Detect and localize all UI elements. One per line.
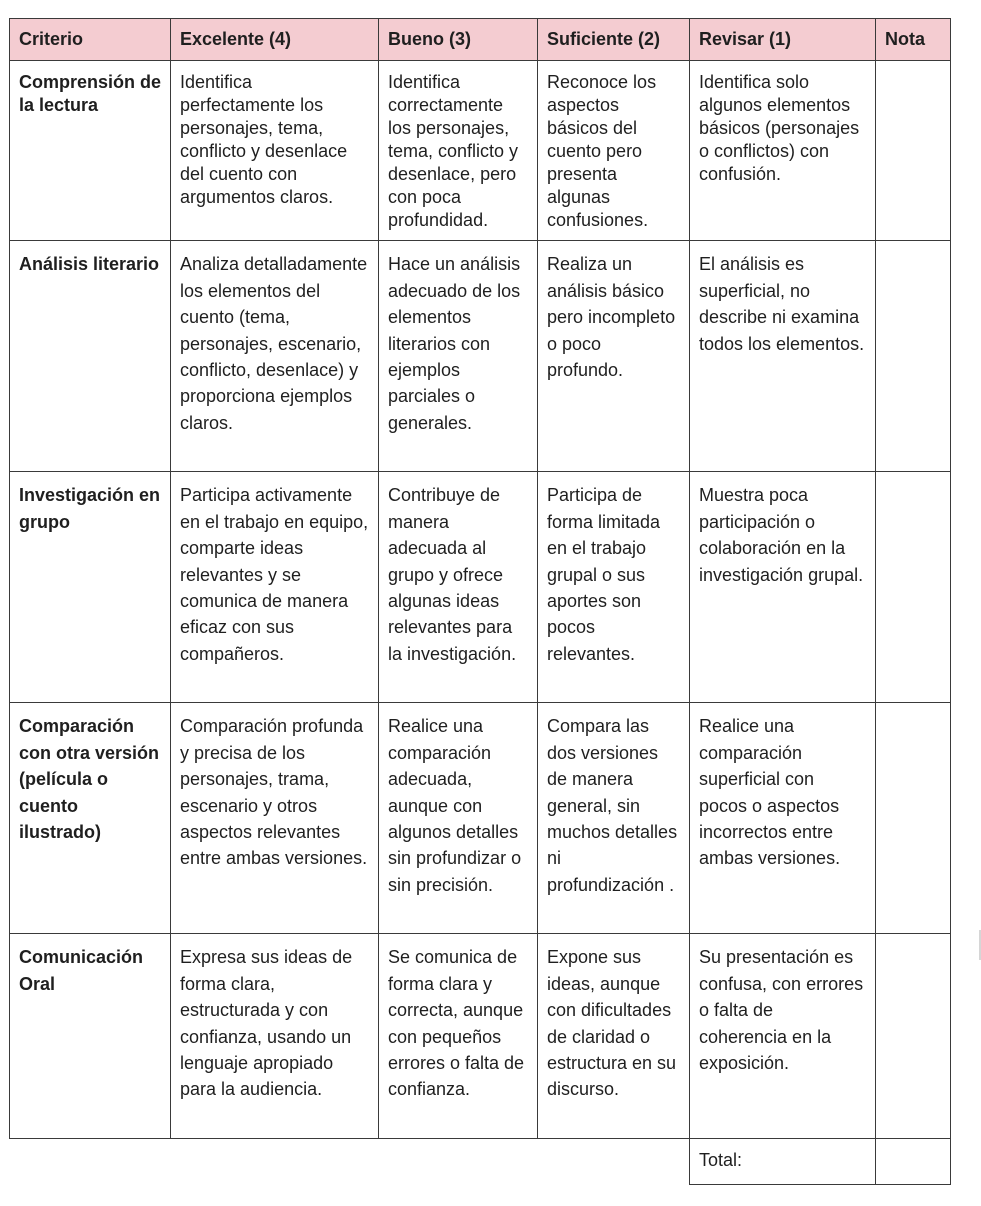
criterio-cell: Comparación con otra versión (película o cuento ilustrado) <box>10 703 171 934</box>
revisar-cell: Muestra poca participación o colaboración en la investigación grupal. <box>690 472 876 703</box>
revisar-cell: Realice una comparación superficial con pocos o aspectos incorrectos entre ambas versiones. <box>690 703 876 934</box>
bueno-cell: Contribuye de manera adecuada al grupo y ofrece algunas ideas relevantes para la investigación. <box>379 472 538 703</box>
rubric-body <box>10 61 951 1185</box>
header-suficiente: Suficiente (2) <box>538 19 690 61</box>
total-label: Total: <box>690 1139 876 1185</box>
bueno-cell: Realice una comparación adecuada, aunque con algunos detalles sin profundizar o sin precisión. <box>379 703 538 934</box>
criterio-cell: Comprensión de la lectura <box>10 61 171 241</box>
total-value-cell[interactable] <box>876 1139 951 1185</box>
nota-cell[interactable] <box>876 61 951 241</box>
empty-cell <box>538 1139 690 1185</box>
bueno-cell: Hace un análisis adecuado de los elementos literarios con ejemplos parciales o generales. <box>379 241 538 472</box>
table-row <box>10 241 951 472</box>
nota-cell[interactable] <box>876 241 951 472</box>
table-row <box>10 934 951 1139</box>
criterio-cell: Comunicación Oral <box>10 934 171 1139</box>
excelente-cell: Participa activamente en el trabajo en equipo, comparte ideas relevantes y se comunica de manera eficaz con sus compañeros. <box>171 472 379 703</box>
header-revisar: Revisar (1) <box>690 19 876 61</box>
suficiente-cell: Realiza un análisis básico pero incompleto o poco profundo. <box>538 241 690 472</box>
suficiente-cell: Participa de forma limitada en el trabajo grupal o sus aportes son pocos relevantes. <box>538 472 690 703</box>
table-row <box>10 61 951 241</box>
excelente-cell: Comparación profunda y precisa de los personajes, trama, escenario y otros aspectos relevantes entre ambas versiones. <box>171 703 379 934</box>
excelente-cell: Expresa sus ideas de forma clara, estructurada y con confianza, usando un lenguaje apropiado para la audiencia. <box>171 934 379 1139</box>
bueno-cell: Identifica correctamente los personajes, tema, conflicto y desenlace, pero con poca profundidad. <box>379 61 538 241</box>
revisar-cell: El análisis es superficial, no describe ni examina todos los elementos. <box>690 241 876 472</box>
header-criterio: Criterio <box>10 19 171 61</box>
revisar-cell: Su presentación es confusa, con errores o falta de coherencia en la exposición. <box>690 934 876 1139</box>
suficiente-cell: Compara las dos versiones de manera general, sin muchos detalles ni profundización . <box>538 703 690 934</box>
total-row <box>10 1139 951 1185</box>
header-row <box>10 19 951 61</box>
criterio-cell: Análisis literario <box>10 241 171 472</box>
suficiente-cell: Reconoce los aspectos básicos del cuento pero presenta algunas confusiones. <box>538 61 690 241</box>
table-row <box>10 703 951 934</box>
revisar-cell: Identifica solo algunos elementos básicos (personajes o conflictos) con confusión. <box>690 61 876 241</box>
header-excelente: Excelente (4) <box>171 19 379 61</box>
empty-cell <box>171 1139 379 1185</box>
table-row <box>10 472 951 703</box>
empty-cell <box>379 1139 538 1185</box>
nota-cell[interactable] <box>876 703 951 934</box>
excelente-cell: Identifica perfectamente los personajes, tema, conflicto y desenlace del cuento con argumentos claros. <box>171 61 379 241</box>
header-bueno: Bueno (3) <box>379 19 538 61</box>
header-nota: Nota <box>876 19 951 61</box>
rubric-header <box>10 19 951 61</box>
nota-cell[interactable] <box>876 472 951 703</box>
bueno-cell: Se comunica de forma clara y correcta, aunque con pequeños errores o falta de confianza. <box>379 934 538 1139</box>
criterio-cell: Investigación en grupo <box>10 472 171 703</box>
excelente-cell: Analiza detalladamente los elementos del cuento (tema, personajes, escenario, conflicto, desenlace) y proporciona ejemplos claros. <box>171 241 379 472</box>
suficiente-cell: Expone sus ideas, aunque con dificultades de claridad o estructura en su discurso. <box>538 934 690 1139</box>
empty-cell <box>10 1139 171 1185</box>
rubric-table <box>9 18 951 1185</box>
nota-cell[interactable] <box>876 934 951 1139</box>
